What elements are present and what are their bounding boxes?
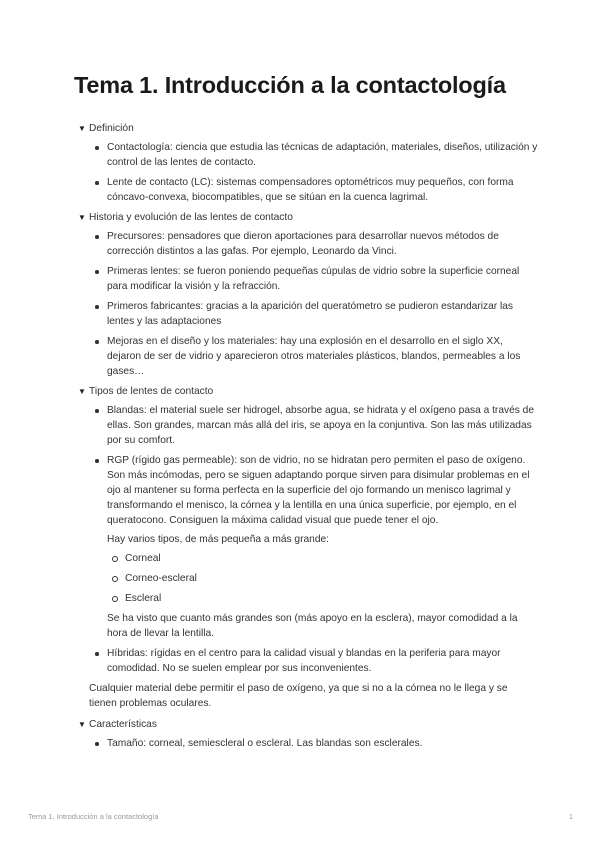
list-item: Tamaño: corneal, semiescleral o escleral. Las blandas son esclerales. <box>89 736 538 751</box>
list-item: Híbridas: rígidas en el centro para la calidad visual y blandas en la periferia para mayor comodidad. No se suelen emplear por sus inconvenientes. <box>89 646 538 676</box>
section-heading: Historia y evolución de las lentes de contacto <box>89 212 293 223</box>
closing-paragraph: Cualquier material debe permitir el paso de oxígeno, ya que si no a la córnea no le llega y se tienen problemas oculares. <box>89 683 508 709</box>
page-title: Tema 1. Introducción a la contactología <box>74 72 506 98</box>
list-item: Precursores: pensadores que dieron aportaciones para desarrollar nuevos métodos de corrección distintos a las gafas. Por ejemplo, Leonardo da Vinci. <box>89 229 538 259</box>
toggle-historia[interactable] <box>78 210 538 225</box>
section-heading: Características <box>89 719 157 730</box>
toggle-definicion[interactable] <box>78 121 538 136</box>
footer-title: Tema 1. Introducción a la contactología <box>28 812 159 821</box>
triangle-down-icon[interactable]: ▼ <box>78 124 86 133</box>
toggle-body-historia <box>78 229 538 379</box>
toggle-body-caracteristicas <box>78 736 538 751</box>
bullet-list <box>89 736 538 751</box>
sub-bullet-list <box>107 551 538 606</box>
sub-list-item: Escleral <box>107 591 538 606</box>
list-item-rgp <box>89 453 538 641</box>
list-item: Mejoras en el diseño y los materiales: hay una explosión en el desarrollo en el siglo XX, dejaron de ser de vidrio y aparecieron otros materiales plásticos, blandos, permeables a los gases… <box>89 334 538 379</box>
list-item: Blandas: el material suele ser hidrogel, absorbe agua, se hidrata y el oxígeno pasa a través de ellas. Son grandes, marcan más allá del iris, se apoya en la conjuntiva. Son las más utilizadas por su comfort. <box>89 403 538 448</box>
rgp-types-intro: Hay varios tipos, de más pequeña a más grande: <box>107 534 329 545</box>
toggle-tipos[interactable] <box>78 384 538 399</box>
sub-list-item: Corneo-escleral <box>107 571 538 586</box>
toggle-caracteristicas[interactable] <box>78 717 538 732</box>
list-item: Lente de contacto (LC): sistemas compensadores optométricos muy pequeños, con forma cóncavo-convexa, biocompatibles, que se sitúan en la cuenca lagrimal. <box>89 175 538 205</box>
list-item: Primeras lentes: se fueron poniendo pequeñas cúpulas de vidrio sobre la superficie corneal para modificar la visión y la refracción. <box>89 264 538 294</box>
section-heading: Tipos de lentes de contacto <box>89 386 214 397</box>
toggle-body-tipos <box>78 403 538 711</box>
triangle-down-icon[interactable]: ▼ <box>78 387 86 396</box>
toggle-body-definicion <box>78 140 538 205</box>
bullet-list <box>89 140 538 205</box>
triangle-down-icon[interactable]: ▼ <box>78 720 86 729</box>
bullet-list <box>89 403 538 676</box>
triangle-down-icon[interactable]: ▼ <box>78 213 86 222</box>
document-content <box>78 121 538 756</box>
rgp-text: RGP (rígido gas permeable): son de vidrio, no se hidratan pero permiten el paso de oxígeno. Son más incómodas, pero se siguen adaptando porque sirven para disimular problemas en el ojo al mantener su forma perfecta en la superficie del ojo formando un menisco lagrimal y transformando el menisco, la córnea y la lentilla en una única superficie, por ejemplo, en el queratocono. Consiguen la máxima calidad visual que puede tener el ojo. <box>107 455 530 526</box>
rgp-note: Se ha visto que cuanto más grandes son (más apoyo en la esclera), mayor comodidad a la hora de llevar la lentilla. <box>107 613 518 639</box>
sub-list-item: Corneal <box>107 551 538 566</box>
list-item: Contactología: ciencia que estudia las técnicas de adaptación, materiales, diseños, utilización y control de las lentes de contacto. <box>89 140 538 170</box>
list-item: Primeros fabricantes: gracias a la aparición del queratómetro se pudieron estandarizar las lentes y las adaptaciones <box>89 299 538 329</box>
footer-page-number: 1 <box>568 812 573 821</box>
bullet-list <box>89 229 538 379</box>
section-heading: Definición <box>89 123 134 134</box>
